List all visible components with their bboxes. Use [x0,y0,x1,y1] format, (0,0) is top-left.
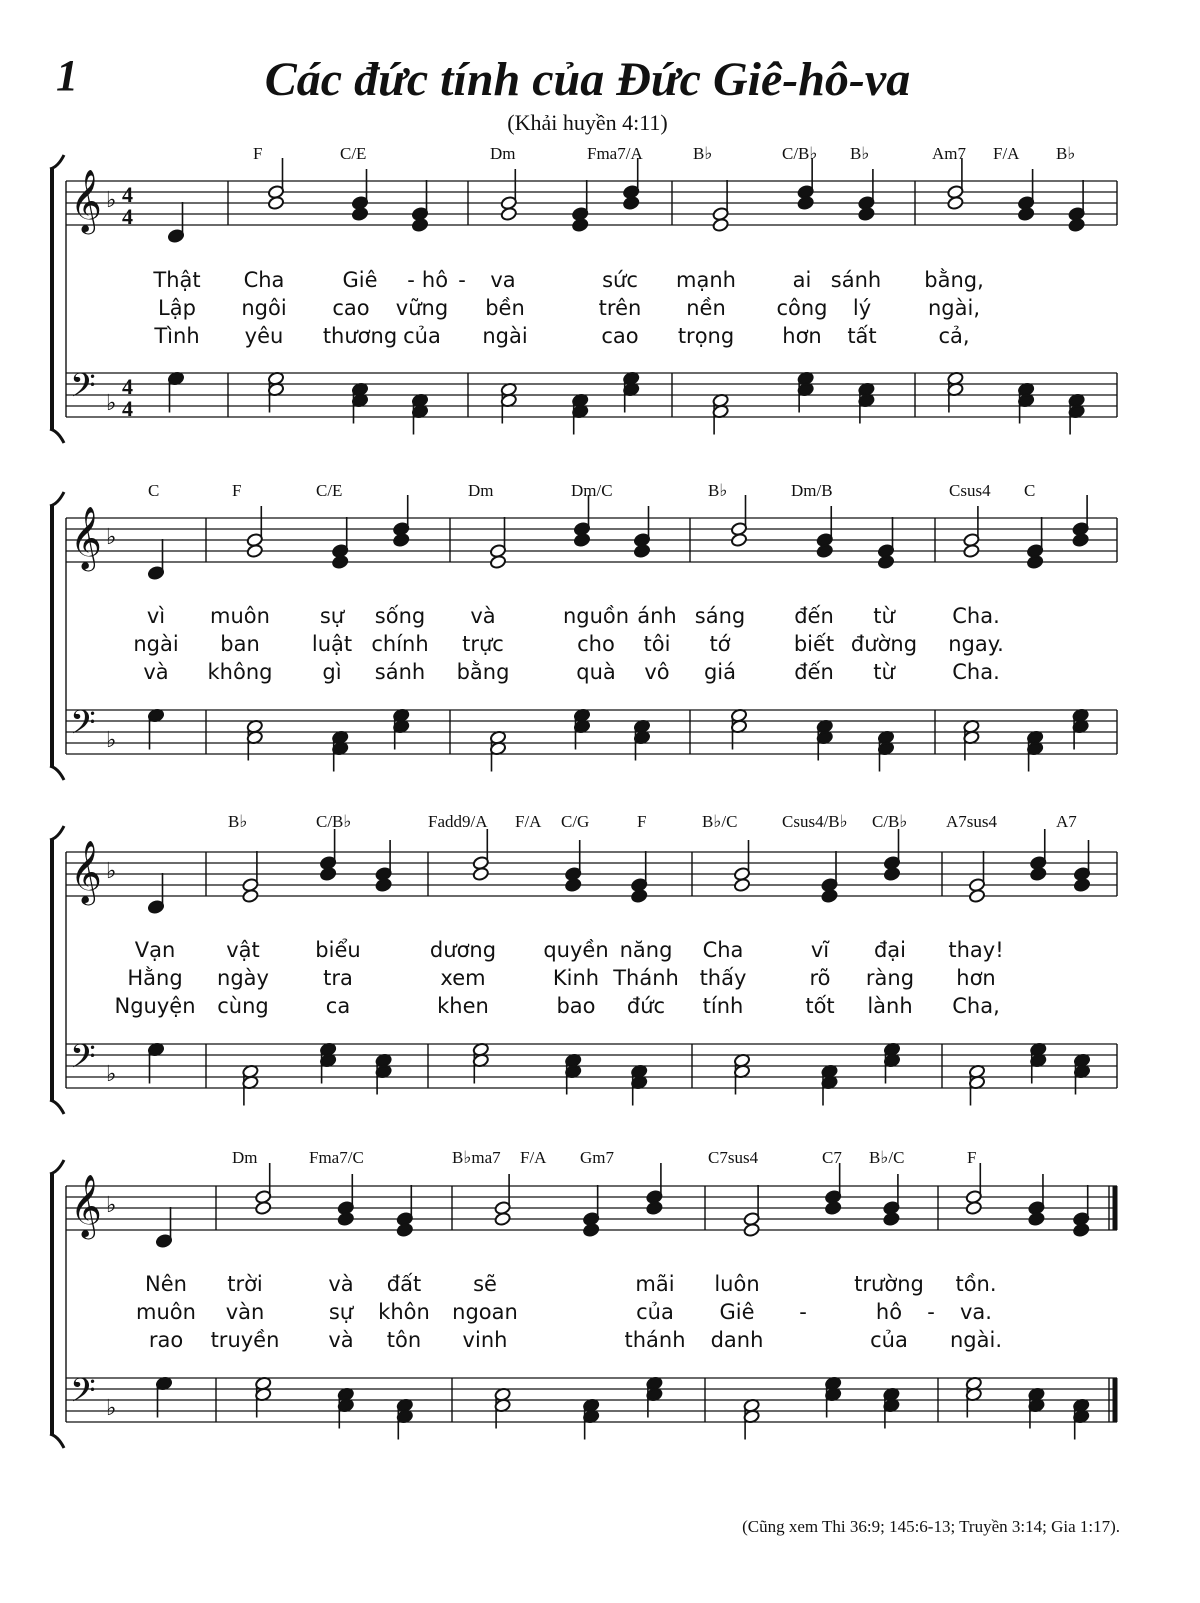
lyric-verse-2: rõ [809,966,831,990]
chord-symbol: Dm [490,144,516,163]
bass-clef: 𝄢 [70,1372,96,1417]
lyric-verse-2: Kinh [552,966,600,990]
lyric-verse-3: Cha. [952,660,1000,684]
lyric-verse-3: yêu [244,324,284,348]
lyric-verse-3: bằng [456,660,510,684]
lyric-verse-2: ràng [865,966,915,990]
lyric-verse-3: danh [710,1328,764,1352]
lyric-verse-3: quà [576,660,616,684]
lyric-verse-3: và [328,1328,354,1352]
lyric-verse-2: cao [332,296,370,320]
lyric-verse-2: tra [323,966,353,990]
chord-symbol: C7sus4 [708,1148,759,1167]
chord-symbol: C [1024,481,1036,500]
lyric-verse-3: Cha, [952,994,1000,1018]
chord-symbol: Csus4/B♭ [782,812,848,831]
chord-symbol: B♭ [708,481,728,500]
lyric-verse-1: từ [873,604,895,628]
key-signature-flat: ♭ [106,1192,117,1217]
treble-note [965,1201,982,1216]
lyric-verse-1: quyền [543,938,609,962]
lyric-verse-2: lý [852,296,872,320]
chord-symbol: Dm [232,1148,258,1167]
chord-symbol: C/E [340,144,367,163]
lyric-verse-2: công [776,296,828,320]
chord-symbol: F [253,144,263,163]
lyric-verse-2: ngày [217,966,269,990]
chord-symbol: F [967,1148,977,1167]
lyric-verse-1: Cha [243,268,285,292]
lyric-verse-2: trực [462,632,504,656]
lyric-verse-3: vinh [462,1328,508,1352]
lyric-verse-3: thương [322,324,398,348]
chord-symbol: B♭/C [702,812,738,831]
lyric-verse-2: khôn [378,1300,430,1324]
lyric-verse-1: vật [226,938,260,962]
treble-note [396,1223,413,1238]
lyric-verse-2: luật [311,632,353,656]
lyric-verse-3: tôn [386,1328,422,1352]
lyric-verse-1: ai [792,268,812,292]
bass-clef: 𝄢 [70,367,96,412]
lyric-verse-1: bằng, [924,268,984,292]
lyric-verse-3: rao [148,1328,184,1352]
lyric-verse-1: và [328,1272,354,1296]
lyric-verse-1: năng [619,938,673,962]
chord-symbol: Dm/B [791,481,833,500]
song-title: Các đức tính của Đức Giê-hô-va [264,53,911,106]
lyric-verse-2: cho [577,632,615,656]
chord-symbol: F [637,812,647,831]
chord-symbol: A7 [1056,812,1077,831]
chord-symbol: Dm/C [571,481,613,500]
time-signature-bottom: 4 [122,396,133,421]
chord-symbol: C/G [561,812,590,831]
lyric-verse-2: ngài, [927,296,981,320]
lyric-verse-2: ngôi [241,296,287,320]
song-scripture: (Khải huyền 4:11) [507,110,668,135]
chord-symbol: B♭ma7 [452,1148,501,1167]
lyric-verse-1: thay! [948,938,1004,962]
lyric-verse-3: trọng [677,324,735,348]
key-signature-flat: ♭ [106,187,117,212]
lyric-verse-1: mạnh [676,268,736,292]
treble-note [337,1212,354,1227]
lyric-verse-2: bền [485,296,525,320]
lyric-verse-3: vô [644,660,670,684]
lyric-verse-2: tớ [709,632,731,656]
bass-clef: 𝄢 [70,1038,96,1083]
treble-clef: 𝄞 [70,171,102,231]
lyric-verse-3: giá [703,660,737,684]
chord-symbol: B♭ [1056,144,1076,163]
chord-symbol: Am7 [932,144,966,163]
lyric-verse-1: đến [794,604,834,628]
lyric-verse-2: chính [371,632,429,656]
lyric-verse-1: Giê [342,268,378,292]
bass-clef: 𝄢 [70,704,96,749]
treble-note [743,1223,760,1238]
lyric-verse-2: Hằng [127,966,183,990]
lyric-verse-1: Cha [702,938,744,962]
lyric-verse-1: dương [429,938,497,962]
lyric-verse-3: truyền [210,1328,280,1352]
chord-symbol: B♭ [850,144,870,163]
chord-symbol: F/A [993,144,1020,163]
treble-note [646,1201,663,1216]
lyric-verse-1: biểu [315,938,361,962]
lyric-verse-3: Nguyện [114,994,196,1018]
lyric-verse-1: sánh [830,268,882,292]
chord-symbol: Fma7/C [309,1148,364,1167]
treble-note [825,1201,842,1216]
chord-symbol: Dm [468,481,494,500]
lyric-verse-1: mãi [635,1272,675,1296]
time-signature-top: 4 [122,182,133,207]
lyric-verse-2: ngài [133,632,179,656]
lyric-verse-2: tôi [643,632,671,656]
lyric-verse-1: trường [854,1272,924,1296]
treble-note [583,1223,600,1238]
lyric-verse-1: Cha. [952,604,1000,628]
lyric-verse-3: lành [867,994,913,1018]
lyric-verse-3: của [403,324,441,348]
time-signature-top: 4 [122,374,133,399]
lyric-verse-1: vì [146,604,166,628]
lyric-verse-2: Lập [158,296,196,320]
lyric-verse-1: và [470,604,496,628]
lyric-verse-3: hơn [782,324,822,348]
lyric-verse-1: ánh [637,604,677,628]
chord-symbol: C/B♭ [316,812,352,831]
chord-symbol: B♭ [693,144,713,163]
lyric-verse-3: bao [556,994,596,1018]
lyric-verse-3: thánh [624,1328,686,1352]
time-signature-bottom: 4 [122,204,133,229]
lyric-verse-1: sẽ [473,1272,497,1296]
chord-symbol: B♭/C [869,1148,905,1167]
lyric-verse-2: xem [440,966,486,990]
chord-symbol: F/A [515,812,542,831]
lyric-verse-2: trên [598,296,642,320]
lyric-verse-2: của [636,1300,674,1324]
lyric-verse-2: Giê [719,1300,755,1324]
lyric-verse-2: sự [328,1300,354,1324]
lyric-verse-3: và [143,660,169,684]
lyric-verse-3: tất [847,324,877,348]
lyric-verse-3: cùng [217,994,269,1018]
lyric-verse-2: hô [875,1300,903,1324]
treble-note [883,1212,900,1227]
lyric-verse-2: hơn [956,966,996,990]
lyric-verse-2: thấy [699,966,747,990]
chord-symbol: C/B♭ [782,144,818,163]
lyric-verse-1: - [458,268,466,292]
lyric-verse-3: từ [873,660,895,684]
treble-clef: 𝄞 [70,1176,102,1236]
chord-symbol: C/E [316,481,343,500]
lyric-verse-3: ngài. [949,1328,1003,1352]
treble-note [494,1212,511,1227]
lyric-verse-2: ngay. [948,632,1004,656]
lyric-verse-3: gì [322,660,342,684]
lyric-verse-1: Thật [153,268,201,292]
lyric-verse-1: luôn [714,1272,760,1296]
lyric-verse-1: đất [386,1272,422,1296]
lyric-verse-1: va [490,268,516,292]
chord-symbol: C [148,481,160,500]
key-signature-flat: ♭ [106,524,117,549]
lyric-verse-3: khen [437,994,489,1018]
lyric-verse-2: biết [793,632,835,656]
lyric-verse-1: sáng [694,604,746,628]
lyric-verse-1: nguồn [562,604,630,628]
chord-symbol: C7 [822,1148,842,1167]
lyric-verse-1: - [407,268,415,292]
key-signature-flat: ♭ [106,858,117,883]
lyric-verse-2: đường [850,632,918,656]
lyric-verse-1: sức [602,268,638,292]
lyric-verse-3: tính [702,994,744,1018]
lyric-verse-3: sánh [374,660,426,684]
lyric-verse-3: cả, [938,324,970,348]
lyric-verse-2: Thánh [613,966,679,990]
lyric-verse-2: vàn [225,1300,265,1324]
lyric-verse-3: đức [626,994,666,1018]
treble-note [1073,1223,1090,1238]
lyric-verse-3: tốt [805,994,835,1018]
lyric-verse-3: của [870,1328,908,1352]
chord-symbol: Fadd9/A [428,812,488,831]
lyric-verse-1: vĩ [810,938,830,962]
lyric-verse-1: muôn [210,604,270,628]
lyric-verse-1: sự [319,604,345,628]
lyric-verse-3: ngài [482,324,528,348]
chord-symbol: B♭ [228,812,248,831]
lyric-verse-3: đến [794,660,834,684]
lyric-verse-2: ban [220,632,260,656]
treble-note [1028,1212,1045,1227]
lyric-verse-2: nền [686,296,726,320]
lyric-verse-3: không [207,660,273,684]
lyric-verse-1: hô [421,268,449,292]
lyric-verse-3: ca [325,994,351,1018]
chord-symbol: C/B♭ [872,812,908,831]
treble-clef: 𝄞 [70,842,102,902]
lyric-verse-1: đại [873,938,907,962]
key-signature-flat: ♭ [106,390,117,415]
lyric-verse-3: Tình [154,324,200,348]
lyric-verse-2: ngoan [452,1300,518,1324]
song-number: 1 [56,51,78,100]
treble-note [255,1201,272,1216]
chord-symbol: Gm7 [580,1148,614,1167]
chord-symbol: Csus4 [949,481,991,500]
lyric-verse-2: vững [395,296,449,320]
key-signature-flat: ♭ [106,1395,117,1420]
lyric-verse-1: Vạn [134,938,176,962]
lyric-verse-2: - [927,1300,935,1324]
lyric-verse-1: Nên [145,1272,187,1296]
lyric-verse-3: cao [601,324,639,348]
lyric-verse-2: - [799,1300,807,1324]
footnote: (Cũng xem Thi 36:9; 145:6-13; Truyền 3:14; Gia 1:17). [742,1517,1120,1536]
lyric-verse-1: sống [374,604,426,628]
key-signature-flat: ♭ [106,1061,117,1086]
lyric-verse-2: va. [960,1300,992,1324]
chord-symbol: Fma7/A [587,144,643,163]
lyric-verse-2: muôn [136,1300,196,1324]
key-signature-flat: ♭ [106,727,117,752]
lyric-verse-1: tồn. [955,1272,997,1296]
chord-symbol: F [232,481,242,500]
chord-symbol: F/A [520,1148,547,1167]
lyric-verse-1: trời [227,1272,263,1296]
chord-symbol: A7sus4 [946,812,998,831]
treble-clef: 𝄞 [70,508,102,568]
